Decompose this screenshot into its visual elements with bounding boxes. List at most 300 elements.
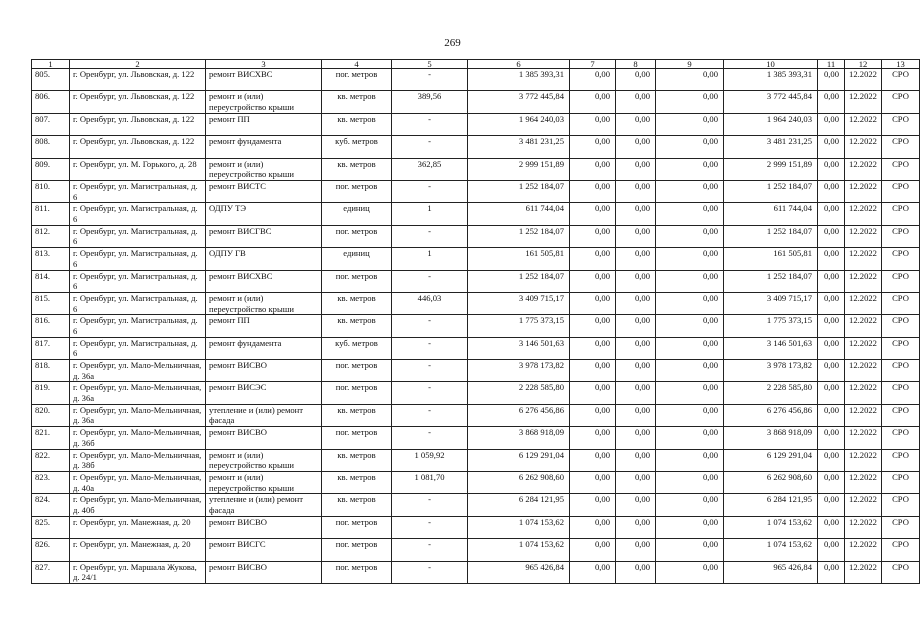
address-cell: г. Оренбург, ул. Магистральная, д. 6 [70,225,206,247]
fund-cell-10: 2 999 151,89 [724,158,818,180]
method-cell: СРО [882,360,920,382]
column-header-9: 9 [656,60,724,69]
fund-cell-8: 0,00 [616,113,656,135]
column-header-6: 6 [468,60,570,69]
unit-cell: пог. метров [322,427,392,449]
deadline-cell: 12.2022 [845,516,882,538]
table-row [32,315,920,337]
fund-cell-10: 1 252 184,07 [724,270,818,292]
total-cost-cell: 6 276 456,86 [468,404,570,426]
column-header-1: 1 [32,60,70,69]
address-cell: г. Оренбург, ул. Львовская, д. 122 [70,69,206,91]
table-row [32,382,920,404]
fund-cell-7: 0,00 [570,248,616,270]
unit-cell: пог. метров [322,382,392,404]
row-number: 826. [32,539,70,561]
fund-cell-10: 3 409 715,17 [724,292,818,314]
table-row [32,427,920,449]
address-cell: г. Оренбург, ул. М. Горького, д. 28 [70,158,206,180]
address-cell: г. Оренбург, ул. Магистральная, д. 6 [70,180,206,202]
fund-cell-9: 0,00 [656,315,724,337]
method-cell: СРО [882,516,920,538]
fund-cell-8: 0,00 [616,360,656,382]
fund-cell-11: 0,00 [818,494,845,516]
method-cell: СРО [882,136,920,158]
total-cost-cell: 3 868 918,09 [468,427,570,449]
fund-cell-9: 0,00 [656,360,724,382]
unit-cell: пог. метров [322,516,392,538]
table-row [32,203,920,225]
fund-cell-8: 0,00 [616,158,656,180]
fund-cell-10: 1 964 240,03 [724,113,818,135]
total-cost-cell: 1 074 153,62 [468,516,570,538]
unit-cell: единиц [322,203,392,225]
fund-cell-10: 2 228 585,80 [724,382,818,404]
work-type-cell: ремонт фундамента [206,337,322,359]
total-cost-cell: 965 426,84 [468,561,570,583]
fund-cell-8: 0,00 [616,382,656,404]
fund-cell-8: 0,00 [616,225,656,247]
unit-cell: пог. метров [322,180,392,202]
row-number: 817. [32,337,70,359]
fund-cell-8: 0,00 [616,472,656,494]
address-cell: г. Оренбург, ул. Мало-Мельничная, д. 40а [70,472,206,494]
deadline-cell: 12.2022 [845,539,882,561]
page-number: 269 [444,37,461,49]
table-row [32,561,920,583]
row-number: 816. [32,315,70,337]
fund-cell-11: 0,00 [818,360,845,382]
fund-cell-11: 0,00 [818,337,845,359]
quantity-cell: 1 [392,248,468,270]
fund-cell-8: 0,00 [616,69,656,91]
table-row [32,113,920,135]
deadline-cell: 12.2022 [845,561,882,583]
quantity-cell: - [392,113,468,135]
fund-cell-10: 3 772 445,84 [724,91,818,113]
work-type-cell: ремонт и (или) переустройство крыши [206,449,322,471]
fund-cell-11: 0,00 [818,113,845,135]
unit-cell: пог. метров [322,360,392,382]
fund-cell-7: 0,00 [570,382,616,404]
work-type-cell: ремонт ВИСГВС [206,225,322,247]
fund-cell-7: 0,00 [570,360,616,382]
method-cell: СРО [882,539,920,561]
work-type-cell: ОДПУ ТЭ [206,203,322,225]
fund-cell-8: 0,00 [616,539,656,561]
row-number: 813. [32,248,70,270]
unit-cell: кв. метров [322,472,392,494]
work-type-cell: ремонт ВИСВО [206,360,322,382]
row-number: 812. [32,225,70,247]
deadline-cell: 12.2022 [845,427,882,449]
unit-cell: пог. метров [322,270,392,292]
work-type-cell: ремонт ВИСХВС [206,270,322,292]
column-header-2: 2 [70,60,206,69]
address-cell: г. Оренбург, ул. Магистральная, д. 6 [70,292,206,314]
method-cell: СРО [882,270,920,292]
deadline-cell: 12.2022 [845,158,882,180]
column-header-3: 3 [206,60,322,69]
deadline-cell: 12.2022 [845,136,882,158]
fund-cell-10: 6 262 908,60 [724,472,818,494]
row-number: 818. [32,360,70,382]
row-number: 822. [32,449,70,471]
method-cell: СРО [882,337,920,359]
fund-cell-11: 0,00 [818,315,845,337]
fund-cell-9: 0,00 [656,539,724,561]
fund-cell-7: 0,00 [570,113,616,135]
row-number: 809. [32,158,70,180]
row-number: 820. [32,404,70,426]
fund-cell-11: 0,00 [818,561,845,583]
table-row [32,516,920,538]
method-cell: СРО [882,292,920,314]
total-cost-cell: 6 284 121,95 [468,494,570,516]
quantity-cell: - [392,427,468,449]
deadline-cell: 12.2022 [845,404,882,426]
fund-cell-11: 0,00 [818,248,845,270]
deadline-cell: 12.2022 [845,203,882,225]
fund-cell-8: 0,00 [616,203,656,225]
total-cost-cell: 3 146 501,63 [468,337,570,359]
work-type-cell: ремонт ВИСВО [206,516,322,538]
total-cost-cell: 3 481 231,25 [468,136,570,158]
work-type-cell: ремонт ВИСВО [206,427,322,449]
fund-cell-8: 0,00 [616,561,656,583]
fund-cell-10: 1 074 153,62 [724,516,818,538]
unit-cell: пог. метров [322,225,392,247]
method-cell: СРО [882,225,920,247]
address-cell: г. Оренбург, ул. Львовская, д. 122 [70,136,206,158]
fund-cell-8: 0,00 [616,270,656,292]
fund-cell-11: 0,00 [818,382,845,404]
total-cost-cell: 3 978 173,82 [468,360,570,382]
row-number: 814. [32,270,70,292]
address-cell: г. Оренбург, ул. Мало-Мельничная, д. 36б [70,427,206,449]
column-header-5: 5 [392,60,468,69]
quantity-cell: - [392,404,468,426]
fund-cell-9: 0,00 [656,270,724,292]
method-cell: СРО [882,69,920,91]
fund-cell-10: 965 426,84 [724,561,818,583]
unit-cell: кв. метров [322,404,392,426]
address-cell: г. Оренбург, ул. Львовская, д. 122 [70,113,206,135]
method-cell: СРО [882,180,920,202]
quantity-cell: - [392,337,468,359]
fund-cell-10: 6 284 121,95 [724,494,818,516]
work-type-cell: утепление и (или) ремонт фасада [206,404,322,426]
fund-cell-7: 0,00 [570,427,616,449]
fund-cell-11: 0,00 [818,158,845,180]
quantity-cell: - [392,561,468,583]
table-row [32,91,920,113]
column-header-10: 10 [724,60,818,69]
unit-cell: кв. метров [322,113,392,135]
fund-cell-9: 0,00 [656,180,724,202]
deadline-cell: 12.2022 [845,494,882,516]
table-row [32,270,920,292]
fund-cell-11: 0,00 [818,270,845,292]
row-number: 819. [32,382,70,404]
work-type-cell: ремонт и (или) переустройство крыши [206,292,322,314]
fund-cell-9: 0,00 [656,248,724,270]
column-header-11: 11 [818,60,845,69]
fund-cell-7: 0,00 [570,516,616,538]
fund-cell-11: 0,00 [818,516,845,538]
column-header-12: 12 [845,60,882,69]
unit-cell: куб. метров [322,136,392,158]
method-cell: СРО [882,494,920,516]
address-cell: г. Оренбург, ул. Мало-Мельничная, д. 36а [70,382,206,404]
table-row [32,292,920,314]
fund-cell-9: 0,00 [656,292,724,314]
work-type-cell: ремонт и (или) переустройство крыши [206,91,322,113]
total-cost-cell: 1 964 240,03 [468,113,570,135]
fund-cell-9: 0,00 [656,91,724,113]
fund-cell-11: 0,00 [818,203,845,225]
address-cell: г. Оренбург, ул. Магистральная, д. 6 [70,315,206,337]
quantity-cell: 362,85 [392,158,468,180]
method-cell: СРО [882,91,920,113]
unit-cell: кв. метров [322,315,392,337]
fund-cell-10: 1 252 184,07 [724,180,818,202]
deadline-cell: 12.2022 [845,315,882,337]
work-type-cell: ремонт ВИСХВС [206,69,322,91]
fund-cell-8: 0,00 [616,516,656,538]
fund-cell-7: 0,00 [570,158,616,180]
work-type-cell: ремонт ПП [206,315,322,337]
table-row [32,225,920,247]
work-type-cell: ремонт и (или) переустройство крыши [206,158,322,180]
fund-cell-11: 0,00 [818,427,845,449]
fund-cell-7: 0,00 [570,539,616,561]
total-cost-cell: 161 505,81 [468,248,570,270]
quantity-cell: - [392,136,468,158]
deadline-cell: 12.2022 [845,225,882,247]
table-row [32,337,920,359]
fund-cell-7: 0,00 [570,180,616,202]
fund-cell-10: 3 868 918,09 [724,427,818,449]
quantity-cell: 1 059,92 [392,449,468,471]
fund-cell-7: 0,00 [570,337,616,359]
quantity-cell: 1 [392,203,468,225]
table-row [32,404,920,426]
total-cost-cell: 1 074 153,62 [468,539,570,561]
fund-cell-11: 0,00 [818,225,845,247]
row-number: 810. [32,180,70,202]
method-cell: СРО [882,203,920,225]
work-type-cell: ремонт фундамента [206,136,322,158]
method-cell: СРО [882,561,920,583]
fund-cell-11: 0,00 [818,472,845,494]
fund-cell-7: 0,00 [570,472,616,494]
address-cell: г. Оренбург, ул. Мало-Мельничная, д. 40б [70,494,206,516]
method-cell: СРО [882,449,920,471]
fund-cell-9: 0,00 [656,136,724,158]
row-number: 807. [32,113,70,135]
method-cell: СРО [882,113,920,135]
fund-cell-10: 161 505,81 [724,248,818,270]
method-cell: СРО [882,427,920,449]
total-cost-cell: 1 252 184,07 [468,180,570,202]
address-cell: г. Оренбург, ул. Магистральная, д. 6 [70,337,206,359]
fund-cell-9: 0,00 [656,561,724,583]
quantity-cell: - [392,315,468,337]
fund-cell-7: 0,00 [570,494,616,516]
table-row [32,539,920,561]
fund-cell-8: 0,00 [616,91,656,113]
table-row [32,248,920,270]
total-cost-cell: 2 228 585,80 [468,382,570,404]
fund-cell-9: 0,00 [656,449,724,471]
table-row [32,180,920,202]
fund-cell-11: 0,00 [818,180,845,202]
fund-cell-10: 1 252 184,07 [724,225,818,247]
fund-cell-10: 611 744,04 [724,203,818,225]
total-cost-cell: 6 129 291,04 [468,449,570,471]
deadline-cell: 12.2022 [845,449,882,471]
fund-cell-9: 0,00 [656,113,724,135]
row-number: 821. [32,427,70,449]
deadline-cell: 12.2022 [845,382,882,404]
address-cell: г. Оренбург, ул. Магистральная, д. 6 [70,270,206,292]
method-cell: СРО [882,158,920,180]
fund-cell-8: 0,00 [616,494,656,516]
total-cost-cell: 3 409 715,17 [468,292,570,314]
total-cost-cell: 1 775 373,15 [468,315,570,337]
table-row [32,158,920,180]
fund-cell-7: 0,00 [570,69,616,91]
fund-cell-9: 0,00 [656,472,724,494]
total-cost-cell: 611 744,04 [468,203,570,225]
fund-cell-7: 0,00 [570,91,616,113]
fund-cell-9: 0,00 [656,203,724,225]
fund-cell-8: 0,00 [616,292,656,314]
row-number: 827. [32,561,70,583]
fund-cell-7: 0,00 [570,561,616,583]
table-row [32,494,920,516]
fund-cell-7: 0,00 [570,203,616,225]
unit-cell: кв. метров [322,494,392,516]
fund-cell-10: 3 146 501,63 [724,337,818,359]
row-number: 808. [32,136,70,158]
table-row [32,360,920,382]
fund-cell-9: 0,00 [656,225,724,247]
work-type-cell: ремонт ПП [206,113,322,135]
row-number: 824. [32,494,70,516]
total-cost-cell: 6 262 908,60 [468,472,570,494]
deadline-cell: 12.2022 [845,472,882,494]
fund-cell-8: 0,00 [616,136,656,158]
fund-cell-9: 0,00 [656,69,724,91]
unit-cell: кв. метров [322,292,392,314]
fund-cell-11: 0,00 [818,292,845,314]
address-cell: г. Оренбург, ул. Мало-Мельничная, д. 36а [70,404,206,426]
address-cell: г. Оренбург, ул. Львовская, д. 122 [70,91,206,113]
fund-cell-7: 0,00 [570,449,616,471]
fund-cell-8: 0,00 [616,180,656,202]
row-number: 825. [32,516,70,538]
fund-cell-7: 0,00 [570,225,616,247]
fund-cell-7: 0,00 [570,292,616,314]
work-type-cell: ремонт ВИСВО [206,561,322,583]
address-cell: г. Оренбург, ул. Манежная, д. 20 [70,516,206,538]
total-cost-cell: 1 252 184,07 [468,270,570,292]
quantity-cell: - [392,516,468,538]
quantity-cell: - [392,270,468,292]
row-number: 805. [32,69,70,91]
fund-cell-11: 0,00 [818,449,845,471]
quantity-cell: - [392,494,468,516]
fund-cell-10: 6 129 291,04 [724,449,818,471]
fund-cell-8: 0,00 [616,337,656,359]
method-cell: СРО [882,382,920,404]
fund-cell-11: 0,00 [818,136,845,158]
work-type-cell: утепление и (или) ремонт фасада [206,494,322,516]
fund-cell-8: 0,00 [616,315,656,337]
fund-cell-10: 6 276 456,86 [724,404,818,426]
unit-cell: пог. метров [322,69,392,91]
table-row [32,449,920,471]
deadline-cell: 12.2022 [845,292,882,314]
method-cell: СРО [882,315,920,337]
deadline-cell: 12.2022 [845,113,882,135]
deadline-cell: 12.2022 [845,270,882,292]
deadline-cell: 12.2022 [845,337,882,359]
unit-cell: пог. метров [322,539,392,561]
table-body [32,69,920,584]
fund-cell-7: 0,00 [570,315,616,337]
fund-cell-8: 0,00 [616,404,656,426]
table-row [32,472,920,494]
repair-schedule-table [31,59,920,584]
row-number: 806. [32,91,70,113]
work-type-cell: ОДПУ ГВ [206,248,322,270]
unit-cell: кв. метров [322,91,392,113]
method-cell: СРО [882,404,920,426]
fund-cell-10: 1 385 393,31 [724,69,818,91]
quantity-cell: 1 081,70 [392,472,468,494]
address-cell: г. Оренбург, ул. Магистральная, д. 6 [70,248,206,270]
quantity-cell: 389,56 [392,91,468,113]
fund-cell-10: 3 978 173,82 [724,360,818,382]
fund-cell-9: 0,00 [656,337,724,359]
unit-cell: кв. метров [322,449,392,471]
unit-cell: пог. метров [322,561,392,583]
fund-cell-7: 0,00 [570,404,616,426]
row-number: 811. [32,203,70,225]
work-type-cell: ремонт ВИСГС [206,539,322,561]
total-cost-cell: 2 999 151,89 [468,158,570,180]
table-row [32,69,920,91]
fund-cell-11: 0,00 [818,69,845,91]
row-number: 815. [32,292,70,314]
deadline-cell: 12.2022 [845,360,882,382]
fund-cell-7: 0,00 [570,136,616,158]
address-cell: г. Оренбург, ул. Мало-Мельничная, д. 36а [70,360,206,382]
column-header-13: 13 [882,60,920,69]
fund-cell-9: 0,00 [656,382,724,404]
deadline-cell: 12.2022 [845,180,882,202]
fund-cell-9: 0,00 [656,494,724,516]
fund-cell-8: 0,00 [616,427,656,449]
table-row [32,136,920,158]
fund-cell-10: 1 074 153,62 [724,539,818,561]
unit-cell: куб. метров [322,337,392,359]
quantity-cell: - [392,69,468,91]
fund-cell-9: 0,00 [656,516,724,538]
